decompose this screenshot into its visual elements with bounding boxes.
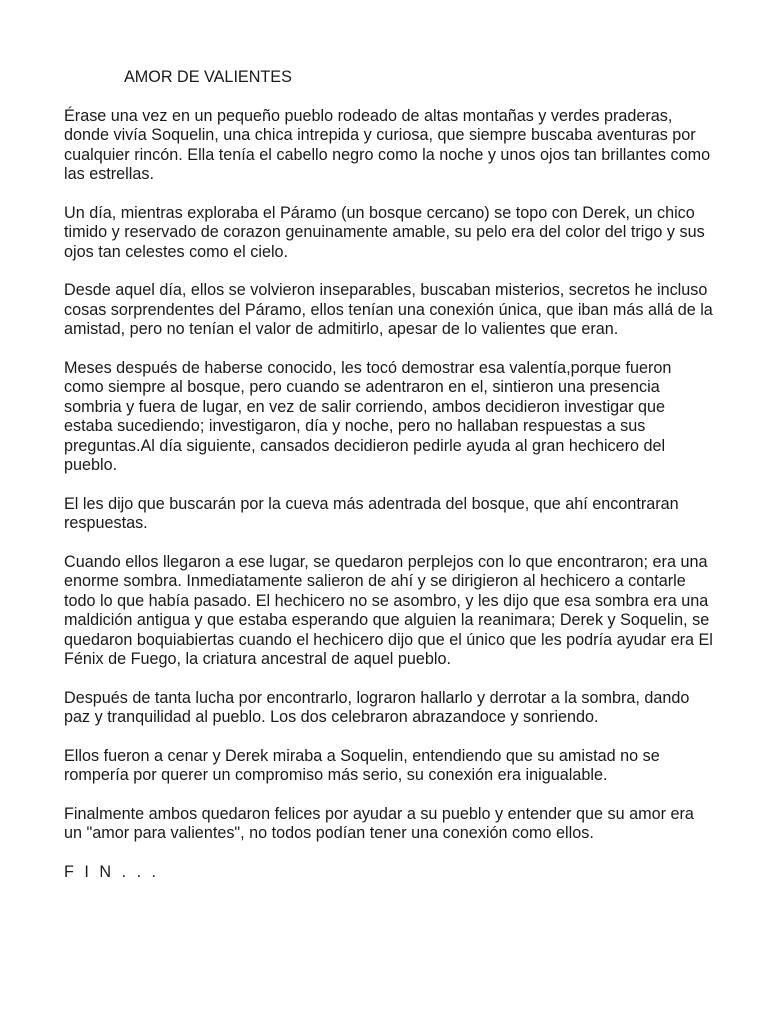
story-paragraph-4: Meses después de haberse conocido, les tocó demostrar esa valentía,porque fueron como siempre al bosque, pero cuando se adentraron en el, sintieron una presencia sombria y fuera de lugar, en vez de salir corriendo, ambos decidieron investigar que estaba sucediendo; investigaron, día y noche, pero no hallaban respuestas a sus preguntas.Al día siguiente, cansados decidieron pedirle ayuda al gran hechicero del pueblo. bbox=[64, 358, 672, 474]
story-paragraph-1: Érase una vez en un pequeño pueblo rodeado de altas montañas y verdes praderas, donde vivía Soquelin, una chica intrepida y curiosa, que siempre buscaba aventuras por cualquier rincón. Ella tenía el cabello negro como la noche y unos ojos tan brillantes como las estrellas. bbox=[64, 106, 711, 183]
story-paragraph-9: Finalmente ambos quedaron felices por ayudar a su pueblo y entender que su amor era un "amor para valientes", no todos podían tener una conexión como ellos. bbox=[64, 804, 694, 842]
story-paragraph-3: Desde aquel día, ellos se volvieron inseparables, buscaban misterios, secretos he incluso cosas sorprendentes del Páramo, ellos tenían una conexión única, que iban más allá de la amistad, pero no tenían el valor de admitirlo, apesar de lo valientes que eran. bbox=[64, 281, 713, 338]
story-ending: F I N . . . bbox=[64, 862, 160, 881]
document-page bbox=[64, 68, 714, 882]
story-paragraph-8: Ellos fueron a cenar y Derek miraba a Soquelin, entendiendo que su amistad no se rompería por querer un compromiso más serio, su conexión era inigualable. bbox=[64, 746, 660, 784]
story-title: AMOR DE VALIENTES bbox=[124, 68, 292, 86]
story-paragraph-6: Cuando ellos llegaron a ese lugar, se quedaron perplejos con lo que encontraron; era una enorme sombra. Inmediatamente salieron de ahí y se dirigieron al hechicero a contarle todo lo que había pasado. El hechicero no se asombro, y les dijo que esa sombra era una maldición antigua y que estaba esperando que alguien la reanimara; Derek y Soquelin, se quedaron boquiabiertas cuando el hechicero dijo que el único que les podría ayudar era El Fénix de Fuego, la criatura ancestral de aquel pueblo. bbox=[64, 552, 713, 668]
story-paragraph-7: Después de tanta lucha por encontrarlo, lograron hallarlo y derrotar a la sombra, dando paz y tranquilidad al pueblo. Los dos celebraron abrazandoce y sonriendo. bbox=[64, 688, 690, 726]
story-paragraph-5: El les dijo que buscarán por la cueva más adentrada del bosque, que ahí encontraran respuestas. bbox=[64, 494, 679, 532]
story-paragraph-2: Un día, mientras exploraba el Páramo (un bosque cercano) se topo con Derek, un chico timido y reservado de corazon genuinamente amable, su pelo era del color del trigo y sus ojos tan celestes como el cielo. bbox=[64, 203, 705, 261]
